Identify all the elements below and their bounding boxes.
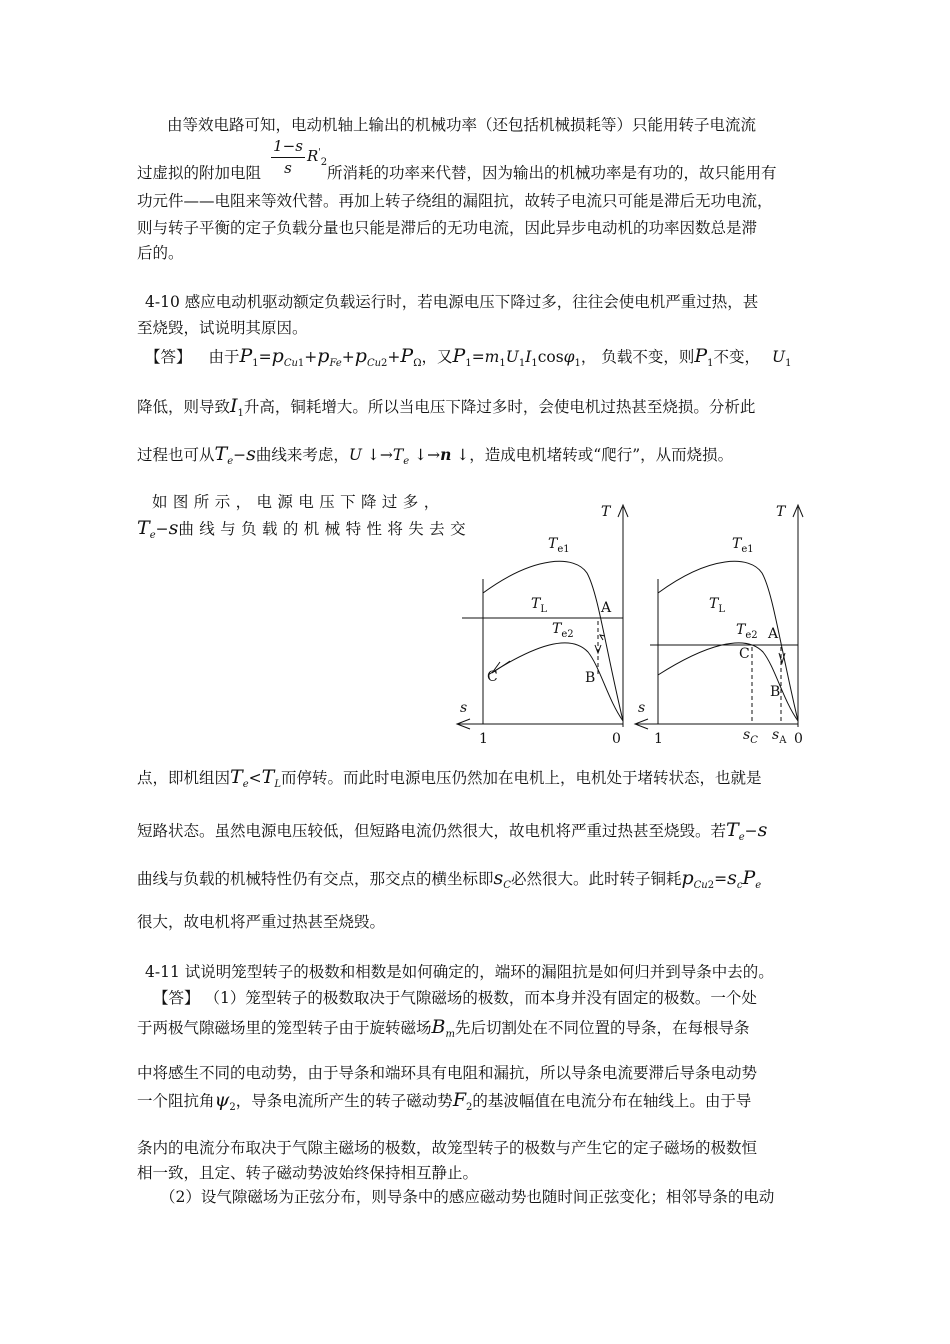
q411-line3: 于两极气隙磁场里的笼型转子由于旋转磁场$B_m$先后切割处在不同位置的导条，在每根导条: [137, 1016, 750, 1040]
para1-line1: 由等效电路可知，电动机轴上输出的机械功率（还包括机械损耗等）只能用转子电流流: [167, 116, 757, 134]
right-te2-curve: [658, 643, 798, 721]
q410-after-line1: 点，即机组因$T_e<T_L$而停转。而此时电源电压仍然加在电机上，电机处于堵转状态，也就是: [137, 766, 762, 790]
para1-line4: 则与转子平衡的定子负载分量也只能是滞后的无功电流，因此异步电动机的功率因数总是滞: [137, 219, 758, 237]
q411-line1: 4-11 试说明笼型转子的极数和相数是如何确定的，端环的漏阻抗是如何归并到导条中去的。: [145, 963, 774, 981]
q410-after-line4: 很大，故电机将严重过热甚至烧毁。: [137, 913, 386, 931]
equation-p1-input: $P_1=m_1U_1I_1\cos\varphi_1$: [452, 345, 581, 369]
right-te2-label: $T_{e2}$: [736, 622, 758, 641]
fraction-numerator: 1−s: [273, 137, 303, 155]
left-panel: [457, 505, 628, 729]
right-c-label: C: [739, 646, 750, 662]
left-t-label: T: [601, 504, 611, 520]
left-s-label: s: [460, 700, 468, 716]
torque-slip-figure: [440, 495, 830, 753]
q411-line8: （2）设气隙磁场为正弦分布，则导条中的感应磁动势也随时间正弦变化；相邻导条的电动: [160, 1188, 775, 1206]
answer-tag: 【答】: [145, 348, 192, 366]
q410-line4: 降低，则导致$I_1$升高，铜耗增大。所以当电压下降过多时，会使电机过热甚至烧损。分析此: [137, 395, 756, 419]
left-b-arrow: [600, 635, 605, 640]
para1-line2-prefix: 过虚拟的附加电阻: [137, 164, 262, 182]
q410-after-line3: 曲线与负载的机械特性仍有交点，那交点的横坐标即$s_C$必然很大。此时转子铜耗$p_{Cu2}=s_cP_e$: [137, 867, 762, 891]
q411-line2: 【答】 （1）笼型转子的极数取决于气隙磁场的极数，而本身并没有固定的极数。一个处: [153, 989, 757, 1007]
fraction-denominator: s: [284, 159, 292, 177]
fig-side-line2: $T_e-s$曲线与负载的机械特性将失去交: [137, 517, 471, 541]
fraction-1-minus-s-over-s: [271, 137, 331, 181]
para1-line2-suffix: 所消耗的功率来代替，因为输出的机械功率是有功的，故只能用有: [327, 164, 777, 182]
q410-line2: 至烧毁，试说明其原因。: [137, 319, 308, 337]
right-sa-label: $s_A$: [772, 727, 787, 746]
para1-line5: 后的。: [137, 244, 184, 262]
right-s-label: s: [638, 700, 646, 716]
fig-side-line1: 如图所示，电源电压下降过多，: [152, 493, 445, 511]
left-te2-curve: [488, 643, 623, 721]
q410-line5: 过程也可从$T_e-s$曲线来考虑，U $↓\to T_e$ ↓→n ↓，造成电机堵转或“爬行”，从而烧损。: [137, 443, 734, 467]
chain-u-te-n: U $↓\to T_e$ ↓→n ↓: [348, 445, 470, 467]
para1-line3: 功元件——电阻来等效代替。再加上转子绕组的漏阻抗，故转子电流只可能是滞后无功电流，: [137, 192, 773, 210]
resistance-r2: $R'_2$: [307, 147, 328, 168]
q411-line6: 条内的电流分布取决于气隙主磁场的极数，故笼型转子的极数与产生它的定子磁场的极数恒: [137, 1139, 758, 1157]
equation-p1-losses: $P_1=p_{Cu1}+p_{Fe}+p_{Cu2}+P_\Omega$: [239, 345, 422, 369]
answer-tag: 【答】: [153, 989, 200, 1007]
left-x0-label: 0: [612, 731, 621, 747]
left-b-label: B: [585, 670, 596, 686]
left-te2-label: $T_{e2}$: [552, 621, 574, 640]
right-x1-label: 1: [654, 731, 663, 747]
fraction-bar: [271, 157, 305, 158]
q411-line5: 一个阻抗角$\psi_2$，导条电流所产生的转子磁动势$F_2$的基波幅值在电流分布在轴线上。由于导: [137, 1089, 752, 1113]
right-b-label: B: [770, 684, 781, 700]
right-a-label: A: [768, 626, 779, 642]
q410-line1: 4-10 感应电动机驱动额定负载运行时，若电源电压下降过多，往往会使电机严重过热，甚: [145, 293, 759, 311]
q410-after-line2: 短路状态。虽然电源电压较低，但短路电流仍然很大，故电机将严重过热甚至烧毁。若$T_e-s$: [137, 819, 768, 843]
left-x1-label: 1: [479, 731, 488, 747]
right-sc-label: $s_C$: [743, 727, 758, 746]
q411-line4: 中将感生不同的电动势，由于导条和端环具有电阻和漏抗，所以导条电流要滞后导条电动势: [137, 1064, 758, 1082]
left-tl-label: $T_L$: [531, 596, 547, 615]
q410-answer-line: 【答】 由于$P_1=p_{Cu1}+p_{Fe}+p_{Cu2}+P_\Omega$，又$P_1=m_1U_1I_1\cos\varphi_1$， 负载不变，则$P_1$不变， $U_1$: [145, 345, 792, 369]
left-te1-curve: [483, 561, 623, 721]
right-t-label: T: [776, 504, 786, 520]
left-a-label: A: [601, 600, 612, 616]
right-te1-label: $T_{e1}$: [732, 536, 754, 555]
right-tl-label: $T_L$: [709, 596, 725, 615]
q411-line7: 相一致，且定、转子磁动势波始终保持相互静止。: [137, 1164, 479, 1182]
left-te1-label: $T_{e1}$: [548, 536, 570, 555]
left-c-label: C: [487, 669, 498, 685]
right-x0-label: 0: [794, 731, 803, 747]
